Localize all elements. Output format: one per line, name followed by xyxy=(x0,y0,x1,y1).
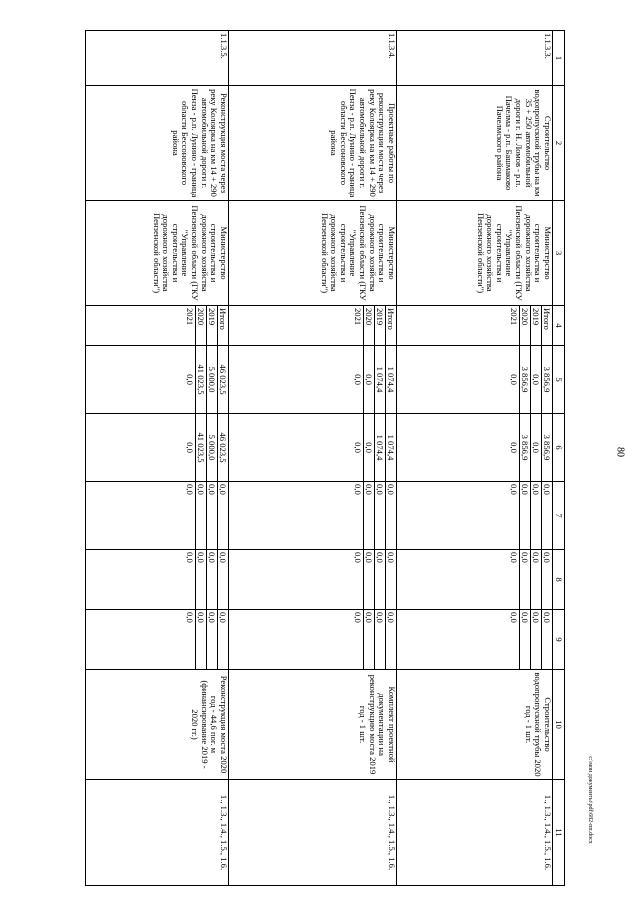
year-total: Итого xyxy=(541,306,552,345)
indicator-link: 1., 1.3., 1.4., 1.5., 1.6. xyxy=(229,780,397,886)
funding-value: 0,0 xyxy=(541,550,552,609)
funding-value: 0,0 xyxy=(374,550,385,609)
funding-col8-cell xyxy=(229,550,397,610)
funding-value: 0,0 xyxy=(530,550,541,609)
measure-executor: Министерство строительства и дорожного хозяйства Пензенской области (ГКУ "Управление строительства и дорожного хозяйства Пензенской области") xyxy=(229,201,397,306)
column-number-row xyxy=(553,31,565,886)
year-total: Итого xyxy=(385,306,396,345)
funding-value: 0,0 xyxy=(206,610,217,669)
funding-value: 0,0 xyxy=(509,552,519,563)
funding-value: 0,0 xyxy=(541,482,552,549)
funding-value: 0,0 xyxy=(353,612,363,623)
funding-value: 0,0 xyxy=(509,612,519,623)
funding-value: 0,0 xyxy=(374,482,385,549)
funding-value: 41 023,5 xyxy=(195,346,206,413)
funding-regional-cell xyxy=(229,414,397,482)
funding-value: 0,0 xyxy=(353,552,363,563)
measure-number: 1.1.3.3. xyxy=(397,31,553,86)
funding-value: 0,0 xyxy=(206,482,217,549)
funding-col7-cell xyxy=(86,482,229,550)
footer-file-path: c:\мои документы\pdf\682-пп.docx xyxy=(587,756,593,844)
funding-value: 1 074,4 xyxy=(374,346,385,413)
measure-name: Проектные работы по реконструкции моста через реку Колоярка на км 14 + 290 автомобильной дороги г. Пенза - р.п. Лунино - граница области Бессоновского района xyxy=(229,86,397,201)
funding-value: 0,0 xyxy=(206,550,217,609)
funding-value: 0,0 xyxy=(541,610,552,669)
indicator-link: 1., 1.3., 1.4., 1.5., 1.6. xyxy=(397,780,553,886)
funding-value: 0,0 xyxy=(363,414,374,481)
funding-col7-cell xyxy=(397,482,553,550)
column-header: 11 xyxy=(553,780,565,886)
funding-value: 1 074,4 xyxy=(385,346,396,413)
year-total: Итого xyxy=(217,306,228,345)
funding-value: 0,0 xyxy=(217,610,228,669)
funding-value: 41 023,5 xyxy=(195,414,206,481)
measure-number: 1.1.3.5. xyxy=(86,31,229,86)
funding-value: 0,0 xyxy=(509,442,519,453)
column-header: 4 xyxy=(553,306,565,346)
funding-value: 3 856,9 xyxy=(541,346,552,413)
table-row xyxy=(229,31,397,886)
funding-value: 3 856,9 xyxy=(519,346,530,413)
year-value: 2020 xyxy=(519,306,530,345)
year-value: 2019 xyxy=(530,306,541,345)
measure-executor: Министерство строительства и дорожного хозяйства Пензенской области (ГКУ "Управление строительства и дорожного хозяйства Пензенской области") xyxy=(397,201,553,306)
table-row xyxy=(397,31,553,886)
column-header: 8 xyxy=(553,550,565,610)
year-value: 2021 xyxy=(185,308,195,326)
funding-value: 0,0 xyxy=(185,552,195,563)
measure-number: 1.1.3.4. xyxy=(229,31,397,86)
year-value: 2019 xyxy=(206,306,217,345)
rotated-page xyxy=(85,30,565,885)
table-row xyxy=(86,31,229,886)
measure-executor: Министерство строительства и дорожного хозяйства Пензенской области (ГКУ "Управление строительства и дорожного хозяйства Пензенской области") xyxy=(86,201,229,306)
funding-value: 0,0 xyxy=(385,610,396,669)
funding-value: 5 000,0 xyxy=(206,346,217,413)
funding-col9-cell xyxy=(86,610,229,670)
year-cell xyxy=(397,306,553,346)
funding-value: 0,0 xyxy=(385,550,396,609)
table-wrapper xyxy=(85,30,565,885)
funding-col8-cell xyxy=(397,550,553,610)
funding-value: 0,0 xyxy=(519,610,530,669)
funding-col9-cell xyxy=(397,610,553,670)
year-cell xyxy=(86,306,229,346)
funding-value: 0,0 xyxy=(195,482,206,549)
column-header: 10 xyxy=(553,670,565,780)
funding-total-cell xyxy=(397,346,553,414)
funding-value: 0,0 xyxy=(530,482,541,549)
funding-value: 0,0 xyxy=(217,550,228,609)
year-value: 2020 xyxy=(195,306,206,345)
year-value: 2021 xyxy=(353,308,363,326)
funding-value: 0,0 xyxy=(363,550,374,609)
year-value: 2019 xyxy=(374,306,385,345)
funding-value: 3 856,9 xyxy=(541,414,552,481)
expected-result: Реконструкция моста 2020 год - 44,6 пог. м (финансирование 2019 - 2020 гг.) xyxy=(86,670,229,780)
funding-value: 0,0 xyxy=(530,610,541,669)
measure-name: Строительство водопропускной трубы на км 35 + 250 автомобильной дороги г. Н. Ломов - р.п. Пачелма - р.п. Башмаково Пачелмского района xyxy=(397,86,553,201)
funding-value: 0,0 xyxy=(353,442,363,453)
funding-value: 0,0 xyxy=(353,484,363,495)
funding-value: 46 023,5 xyxy=(217,414,228,481)
column-header: 7 xyxy=(553,482,565,550)
funding-value: 0,0 xyxy=(353,374,363,385)
funding-total-cell xyxy=(229,346,397,414)
column-header: 9 xyxy=(553,610,565,670)
column-header: 2 xyxy=(553,86,565,201)
funding-value: 0,0 xyxy=(185,442,195,453)
funding-regional-cell xyxy=(86,414,229,482)
funding-col7-cell xyxy=(229,482,397,550)
column-header: 3 xyxy=(553,201,565,306)
funding-value: 0,0 xyxy=(185,374,195,385)
funding-regional-cell xyxy=(397,414,553,482)
funding-value: 0,0 xyxy=(195,550,206,609)
funding-value: 0,0 xyxy=(185,484,195,495)
measure-name: Реконструкция моста через реку Колоярка на км 14 + 290 автомобильной дороги г. Пенза - р.п. Лунино - граница области Бессоновского района xyxy=(86,86,229,201)
funding-value: 0,0 xyxy=(363,346,374,413)
funding-value: 0,0 xyxy=(509,484,519,495)
funding-value: 0,0 xyxy=(530,414,541,481)
indicator-link: 1., 1.3., 1.4., 1.5., 1.6. xyxy=(86,780,229,886)
program-measures-table xyxy=(85,30,565,886)
funding-value: 0,0 xyxy=(509,374,519,385)
funding-value: 0,0 xyxy=(363,482,374,549)
funding-total-cell xyxy=(86,346,229,414)
funding-value: 0,0 xyxy=(374,610,385,669)
funding-col8-cell xyxy=(86,550,229,610)
funding-value: 3 856,9 xyxy=(519,414,530,481)
year-value: 2021 xyxy=(509,308,519,326)
expected-result: Комплект проектной документации на реконструкцию моста 2019 год - 1 шт. xyxy=(229,670,397,780)
funding-value: 0,0 xyxy=(185,612,195,623)
page-number: 80 xyxy=(614,447,626,457)
funding-value: 5 000,0 xyxy=(206,414,217,481)
funding-value: 0,0 xyxy=(530,346,541,413)
column-header: 1 xyxy=(553,31,565,86)
funding-value: 46 023,5 xyxy=(217,346,228,413)
funding-value: 0,0 xyxy=(519,482,530,549)
funding-value: 0,0 xyxy=(519,550,530,609)
expected-result: Строительство водопропускной трубы 2020 год - 1 шт. xyxy=(397,670,553,780)
year-value: 2020 xyxy=(363,306,374,345)
column-header: 6 xyxy=(553,414,565,482)
column-header: 5 xyxy=(553,346,565,414)
year-cell xyxy=(229,306,397,346)
funding-value: 0,0 xyxy=(217,482,228,549)
funding-value: 0,0 xyxy=(195,610,206,669)
funding-value: 1 074,4 xyxy=(385,414,396,481)
funding-value: 1 074,4 xyxy=(374,414,385,481)
funding-value: 0,0 xyxy=(385,482,396,549)
funding-col9-cell xyxy=(229,610,397,670)
funding-value: 0,0 xyxy=(363,610,374,669)
